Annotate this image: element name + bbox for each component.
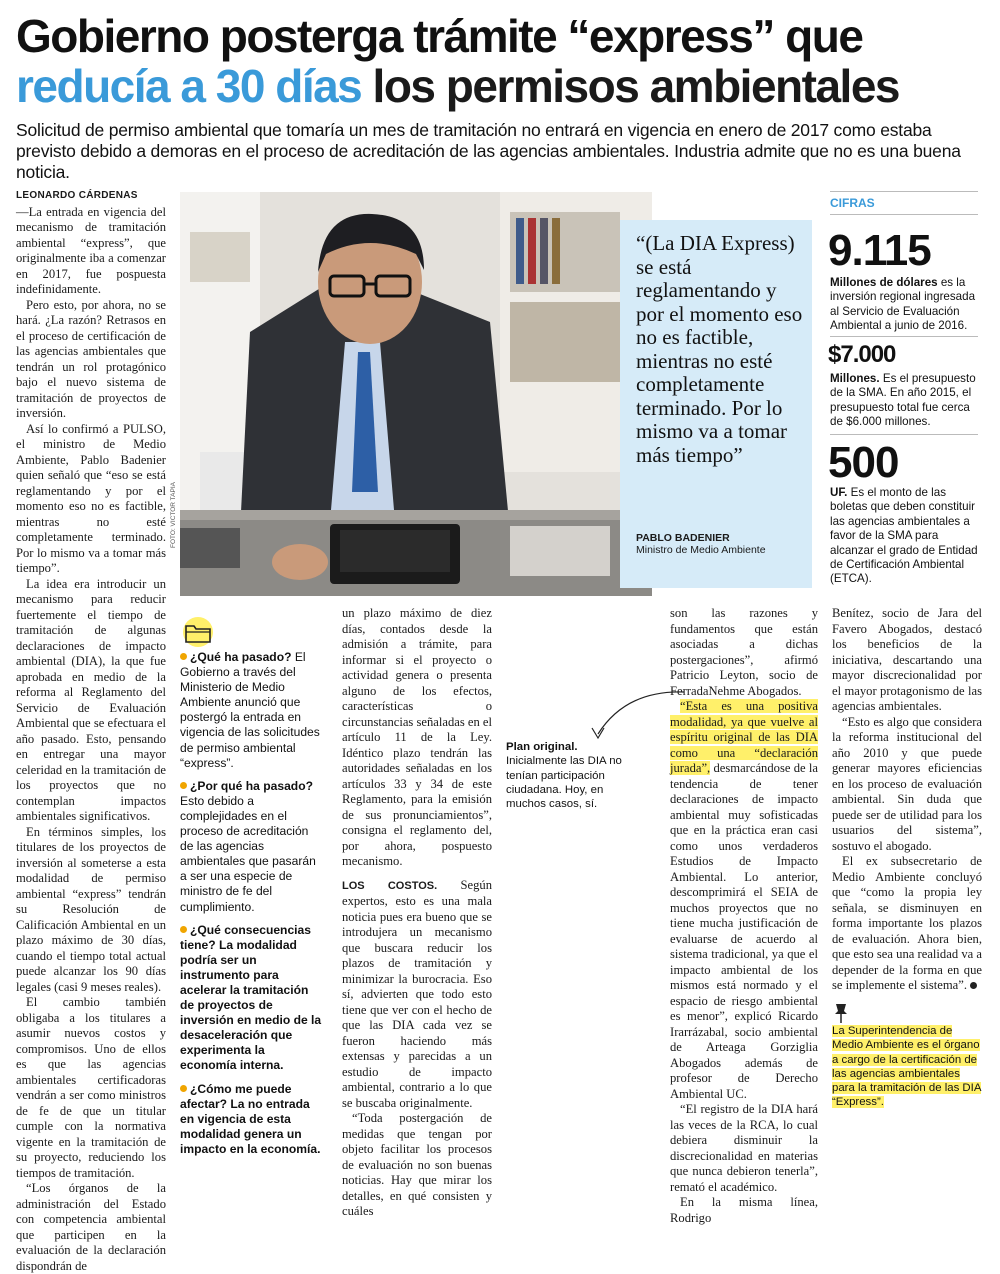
headline-highlight: reducía a 30 días [16,60,362,112]
col3-paragraph: un plazo máximo de diez días, contados desde la admisión a trámite, para informar si el proyecto o actividad genera o presenta alguno de los efectos, características o circunstancias señaladas en el artículo 11 de la Ley. Idéntico plazo tendrán las autoridades señaladas en los artículos 33 y 34 de este Reglamento, para la emisión de sus pronunciamientos”, consigna el reglamento del, por ahora, pospuesto mecanismo. [342,606,493,868]
qa-item [180,650,324,771]
col4-paragraph: En la misma línea, Rodrigo [670,1195,818,1225]
col5-paragraph [832,854,982,994]
cifra-value-2: $7.000 [828,341,896,368]
highlight-note-text: La Superintendencia de Medio Ambiente es el órgano a cargo de la certificación de las agencias ambientales para la tramitación de las DIA “Express”. [832,1025,982,1109]
qa-item [180,1082,324,1157]
col1-paragraph: —La entrada en vigencia del mecanismo de tramitación ambiental “express”, que originalmente iba a comenzar en 2017, fue pospuesta indefinidamente. [16,204,166,296]
qa-section [180,650,324,1165]
qa-answer: El Gobierno a través del Ministerio de Medio Ambiente anunció que postergó la entrada en vigencia de las solicitudes de permiso ambiental “express”. [180,650,320,770]
col3-paragraph: “Toda postergación de medidas que tengan por objeto facilitar los procesos de evaluación no son buenas noticias. Hay que mirar los detalles, en qué consisten y cuáles [342,1111,492,1218]
cifras-rule [830,214,978,215]
col5-paragraph: “Esto es algo que considera la reforma institucional del año 2010 y que puede generar mayores eficiencias en los proceso de evaluación ambiental. Sin duda que puede ser de utilidad para los usuarios del sistema”, sostuvo el abogado. [832,714,982,853]
col1-paragraph: En términos simples, los titulares de los proyectos de inversión al someterse a esta modalidad de permiso ambiental “express” tendrán su Resolución de Calificación Ambiental en un plazo máximo de 30 días, cuando el tiempo total actual puede alcanzar los 90 días legales (casi 9 meses reales). [16,824,166,994]
qa-answer: La no entrada en vigencia de esta modalidad genera un impacto en la economía. [180,1096,321,1156]
photo-credit: FOTO: VICTOR TAPIA [170,482,177,548]
cifras-rule [830,434,978,435]
col1-paragraph: Pero esto, por ahora, no se hará. ¿La razón? Retrasos en el proceso de certificación de las agencias ambientales que tendrán un rol protagónico bajo el nuevo sistema de tramitación de proyectos de inversión. [16,297,166,420]
quote-author: PABLO BADENIER [636,532,730,544]
cifra-value-3: 500 [828,438,899,487]
qa-question: ¿Qué consecuencias tiene? [180,922,311,952]
qa-question: ¿Por qué ha pasado? [190,778,313,793]
column-4 [670,606,818,1226]
section-lead: LOS COSTOS. [342,879,438,892]
col1-paragraph: Así lo confirmó a PULSO, el ministro de Medio Ambiente, Pablo Badenier quien señaló que “eso se está reglamentando y por el momento eso no es factible, mientras no esté completamente terminado. Por lo mismo va a tomar más tiempo”. [16,421,166,575]
cifra-desc-2 [830,372,980,430]
pin-icon [832,1002,850,1024]
cifras-top-rule [830,191,978,192]
col1-paragraph: El cambio también obligaba a los titulares a asumir nuevos costos y compromisos. Uno de ellos es que las agencias ambientales certificadoras vendrán a ser como ministros de fe de que un titular cumple con la normativa vigente en la tramitación de su proyecto, reduciendo los tiempos de tramitación. [16,995,166,1180]
col4-text: desmarcándose de la tendencia de tener declaraciones de impacto ambiental muy sofisticadas que en la práctica eran casi como unos verdaderos Estudios de Impacto Ambiental. Lo anterior, descomprimirá el SEIA de muchos proyectos que no tiene mucha justificación de evaluarse de acuerdo al sistema tradicional, ya que el impacto ambiental de los mismos está normado y el espacio de riesgo ambiental es menor”, explicó Ricardo Irarrázabal, socio ambiental de Arteaga Gorziglia Abogados además de profesor de Derecho Ambiental UC. [670,761,818,1101]
lead-paragraph: Solicitud de permiso ambiental que tomaría un mes de tramitación no entrará en vigencia en enero de 2017 como estaba previsto debido a demoras en el proceso de acreditación de las agencias ambientales. Industria admite que no es una buena noticia. [16,120,961,182]
plan-original-note [506,740,638,811]
cifra-desc-1 [830,276,980,334]
col1-paragraph: La idea era introducir un mecanismo para reducir fuertemente el tiempo de tramitación de algunas declaraciones de impacto ambiental (DIA), la que fue aprobada en medio de la reforma al Reglamento del Servicio de Evaluación Ambiental que se efectuara el año pasado. Esto, pensando en entregar una mayor celeridad en la tramitación de los proyectos que no contemplan impactos ambientales significativos. [16,576,166,823]
bullet-icon [180,1085,187,1092]
bullet-icon [180,653,187,660]
bullet-icon [180,926,187,933]
qa-question: ¿Qué ha pasado? [190,650,292,664]
plan-title: Plan original. [506,741,578,753]
col3-text: Según expertos, esto es una mala noticia pues era bueno que se introdujera un mecanismo que buscara reducir los plazos de tramitación y minimizar la burocracia. Eso sí, advierten que todo esto tiene que ver con el hecho de que las DIA cada vez se fueron haciendo más extensas y parecidas a un estudio de impacto ambiental, contrario a lo que se buscaba originalmente. [342,877,492,1110]
minister-photo [180,192,652,596]
folder-icon [180,616,220,648]
qa-item [180,923,324,1074]
column-5 [832,606,982,994]
headline-line-2 [16,60,899,112]
plan-text: Inicialmente las DIA no tenían participación ciudadana. Hoy, en muchos casos, sí. [506,755,622,811]
qa-answer: La modalidad podría ser un instrumento para acelerar la tramitación de proyectos de inversión en medio de la desaceleración que experimenta la economía interna. [180,937,322,1073]
qa-question: ¿Cómo me puede afectar? [180,1081,292,1111]
cifra-lead-3: UF. [830,486,848,499]
cifra-lead-1: Millones de dólares [830,276,938,289]
col3-paragraph [342,878,492,1112]
qa-item [180,779,324,915]
headline-rest: los permisos ambientales [361,60,899,112]
headline-line-1: Gobierno posterga trámite “express” que [16,10,863,62]
col5-paragraph: Benítez, socio de Jara del Favero Abogados, destacó los beneficios de la iniciativa, descartando una mayor discrecionalidad por el mayor protagonismo de las agencias ambientales. [832,606,982,713]
cifra-text-3: Es el monto de las boletas que deben constituir las agencias ambientales a favor de la SMA para alcanzar el grado de Entidad de Certificación Ambiental (ETCA). [830,486,978,586]
qa-answer: Esto debido a complejidades en el proceso de acreditación de las agencias ambientales que pasarán a ser una especie de ministro de fe del cumplimiento. [180,793,316,914]
cifras-title: CIFRAS [830,196,875,210]
col1-paragraph: “Los órganos de la administración del Estado con competencia ambiental que participen en la evaluación de la declaración dispondrán de [16,1181,166,1273]
end-mark-icon [970,982,977,989]
cifra-text-1: es la inversión regional ingresada al Servicio de Evaluación Ambiental a junio de 2016. [830,276,976,333]
bullet-icon [180,782,187,789]
cifra-desc-3 [830,486,980,587]
quote-author-role: Ministro de Medio Ambiente [636,544,766,556]
column-1 [16,188,166,1274]
column-3 [342,606,492,1220]
cifra-lead-2: Millones. [830,372,880,385]
cifra-value-1: 9.115 [828,226,931,275]
highlight-note [832,1024,982,1110]
col5-text: El ex subsecretario de Medio Ambiente concluyó que “como la propia ley señala, se disminuyen en forma importante los plazos de evaluación. Ahora bien, que esto sea una realidad va a depender de la forma en que se implemente el sistema”. [832,854,982,992]
col4-paragraph: son las razones y fundamentos que están asociadas a dichas postergaciones”, afirmó Patricio Leyton, socio de FerradaNehme Abogados. [670,606,818,698]
col4-paragraph: “El registro de la DIA hará las veces de la RCA, lo cual debiera disminuir la discrecionalidad en materias que nunca debieron tenerla”, remató el académico. [670,1102,818,1194]
pull-quote: “(La DIA Express) se está reglamentando y por el momento eso no es factible, mientras no esté completamente terminado. Por lo mismo va a tomar más tiempo” [636,231,803,467]
byline: LEONARDO CÁRDENAS [16,190,138,201]
cifra-text-2: Es el presupuesto de la SMA. En año 2015, el presupuesto total fue cerca de $6.000 millones. [830,372,976,429]
cifras-rule [830,336,978,337]
highlighted-quote: “Esta es una positiva modalidad, ya que vuelve al espíritu original de las DIA como una “declaración jurada”, [670,699,818,775]
col4-paragraph [670,699,818,1102]
photo-illustration [180,192,652,596]
